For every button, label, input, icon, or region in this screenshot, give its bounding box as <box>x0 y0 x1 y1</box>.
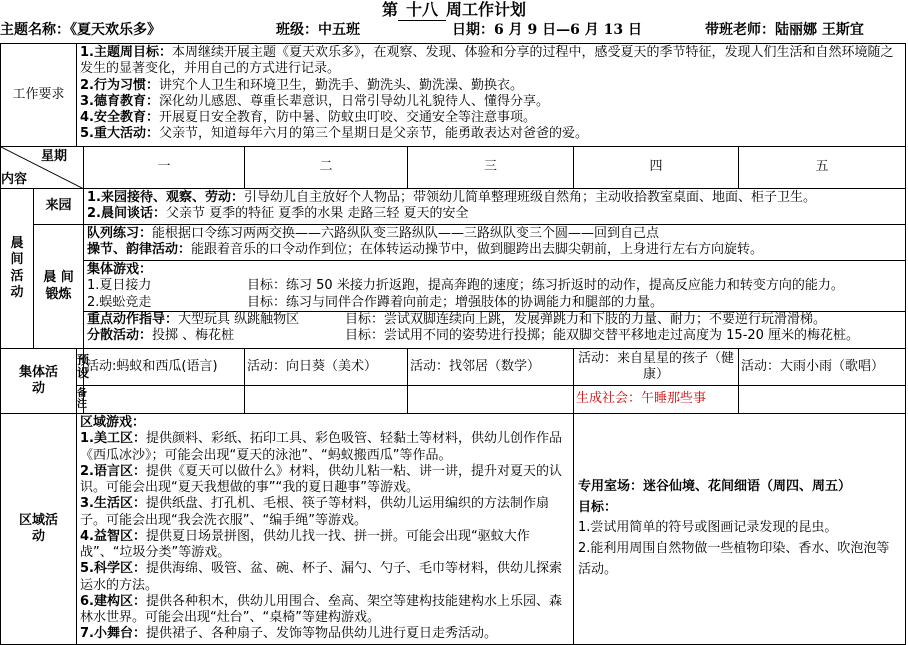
requirement-5: 5.重大活动：父亲节，知道每年六月的第三个星期日是父亲节，能勇敢表达对爸爸的爱。 <box>80 126 589 142</box>
date-range: 日期：6 月 9 日—6 月 13 日 <box>452 22 642 38</box>
special-room-goal-1: 1.尝试用简单的符号或图画记录发现的昆虫。 <box>578 520 838 536</box>
area-item-4: 4.益智区：提供夏日场景拼图，供幼儿找一找、拼一拼。可能会出现“驱蚊大作战”、“垃圾分类”等游戏。 <box>80 528 530 560</box>
day-header-mon: 一 <box>84 147 245 189</box>
theme-name: 主题名称：《夏天欢乐多》 <box>0 22 161 38</box>
arrival-label: 来园 <box>34 189 84 225</box>
teachers: 带班老师：陆丽娜 王斯宜 <box>705 22 864 38</box>
preset-activity-wed: 活动：找邻居（数学） <box>408 349 574 386</box>
note-label: 备注 <box>77 386 84 414</box>
note-wed <box>408 386 574 414</box>
area-item-2: 2.语言区：提供《夏天可以做什么》材料，供幼儿粘一粘、讲一讲，提升对夏天的认识。可能会出现“夏天我想做的事”“我的夏日趣事”等游戏。 <box>80 463 563 495</box>
arrival-content: 1.来园接待、观察、劳动：引导幼儿自主放好个人物品；带领幼儿简单整理班级自然角；主动收拾教室桌面、地面、柜子卫生。 2.晨间谈话：父亲节 夏季的特征 夏季的水果 走路三轻 夏天的安全 <box>84 189 906 225</box>
area-item-5: 5.科学区：提供海绵、吸管、盆、碗、杯子、漏勺、勺子、毛巾等材料，供幼儿探索运水的方法。 <box>80 561 563 593</box>
group-activity-label: 集体活动 <box>1 349 77 414</box>
morning-exercise-label: 晨 间 锻炼 <box>34 225 84 349</box>
drill-content: 队列练习：能根据口令练习两两交换——六路纵队变三路纵队——三路纵队变三个圆——回到自己点 操节、韵律活动：能跟着音乐的口令动作到位；在体转运动操节中，做到腿跨出去脚尖朝前，上身进行左右方向旋转。 <box>84 225 906 261</box>
day-header-tue: 二 <box>245 147 408 189</box>
plan-table <box>0 43 906 645</box>
weekday-corner: 星期 内容 <box>1 147 84 189</box>
games-content: 集体游戏： 1.夏日接力 目标：练习 50 米接力折返跑，提高奔跑的速度；练习折返时的动作，提高反应能力和转变方向的能力。 2.蜈蚣竞走 目标：练习与同伴合作蹲着向前走；增强肢体的协调能力和腿部的力量。 重点动作指导：大型玩具 纵跳触物区 目标：尝试双脚连续向上跳，发展弹跳力和下肢的力量、耐力；不要逆行玩滑滑梯。 分散活动：投掷 、梅花桩 目标：尝试用不同的姿势进行投掷；能双脚交替平移地走过高度为 15-20 厘米的梅花桩。 <box>84 261 906 349</box>
preset-activity-mon: 活动:蚂蚁和西瓜(语言) <box>84 349 245 386</box>
area-item-3: 3.生活区：提供纸盘、打孔机、毛根、筷子等材料，供幼儿运用编织的方法制作扇子。可能会出现“我会洗衣服”、“编手绳”等游戏。 <box>80 496 550 528</box>
week-number: 十八 <box>398 0 446 21</box>
page-title: 第 十八 周工作计划 <box>381 0 527 19</box>
preset-label: 预设 <box>77 349 84 386</box>
note-thu: 生成社会：午睡那些事 <box>574 386 739 414</box>
special-room-title: 专用室场：迷谷仙境、花间细语（周四、周五） <box>578 478 852 494</box>
requirements-label: 工作要求 <box>1 44 77 147</box>
day-header-wed: 三 <box>408 147 574 189</box>
area-item-6: 6.建构区：提供各种积木，供幼儿用围合、垒高、架空等建构技能建构水上乐园、森林水世界。可能会出现“灶台”、“桌椅”等建构游戏。 <box>80 593 563 625</box>
requirement-1: 1.主题周目标：本周继续开展主题《夏天欢乐多》，在观察、发现、体验和分享的过程中，感受夏天的季节特征，发现人们生活和自然环境随之发生的显著变化，并用自己的方式进行记录。 <box>80 45 894 77</box>
morning-activity-label: 晨间活动 <box>1 189 34 349</box>
requirement-3: 3.德育教育：深化幼儿感恩、尊重长辈意识，日常引导幼儿礼貌待人、懂得分享。 <box>80 93 550 109</box>
preset-activity-fri: 活动：大雨小雨（歌唱） <box>739 349 906 386</box>
requirements-content <box>77 44 906 147</box>
area-item-7: 7.小舞台：提供裙子、各种扇子、发饰等物品供幼儿进行夏日走秀活动。 <box>80 626 498 642</box>
header-info <box>0 20 908 42</box>
requirement-2: 2.行为习惯：讲究个人卫生和环境卫生，勤洗手、勤洗头、勤洗澡、勤换衣。 <box>80 77 524 93</box>
area-games-content: 区域游戏： 1.美工区：提供颜料、彩纸、拓印工具、彩色吸管、轻黏土等材料，供幼儿创作作品《西瓜冰沙》；可能会出现“夏天的泳池”、“蚂蚁搬西瓜”等作品。 2.语言区：提供《夏天可以做什么》材料，供幼儿粘一粘、讲一讲，提升对夏天的认识。可能会出现“夏天我想做的事”“我的夏日趣事”等游戏。 3.生活区：提供纸盘、打孔机、毛根、筷子等材料，供幼儿运用编织的方法制作扇子。可能会出现“我会洗衣服”、“编手绳”等游戏。 4.益智区：提供夏日场景拼图，供幼儿找一找、拼一拼。可能会出现“驱蚊大作战”、“垃圾分类”等游戏。 5.科学区：提供海绵、吸管、盆、碗、杯子、漏勺、勺子、毛巾等材料，供幼儿探索运水的方法。 6.建构区：提供各种积木，供幼儿用围合、垒高、架空等建构技能建构水上乐园、森林水世界。可能会出现“灶台”、“桌椅”等建构游戏。 7.小舞台：提供裙子、各种扇子、发饰等物品供幼儿进行夏日走秀活动。 <box>77 414 574 645</box>
note-mon <box>84 386 245 414</box>
requirement-4: 4.安全教育：开展夏日安全教育，防中暑、防蚊虫叮咬、交通安全等注意事项。 <box>80 110 537 125</box>
note-fri <box>739 386 906 414</box>
area-activity-label: 区域活动 <box>1 414 77 645</box>
class-name: 班级：中五班 <box>276 22 360 38</box>
special-room-goal-2: 2.能利用周围自然物做一些植物印染、香水、吹泡泡等活动。 <box>578 541 890 577</box>
preset-activity-thu: 活动：来自星星的孩子（健康） <box>574 349 739 386</box>
day-header-fri: 五 <box>739 147 906 189</box>
special-room-content: 专用室场：迷谷仙境、花间细语（周四、周五） 目标： 1.尝试用简单的符号或图画记录发现的昆虫。 2.能利用周围自然物做一些植物印染、香水、吹泡泡等活动。 <box>574 414 906 645</box>
day-header-thu: 四 <box>574 147 739 189</box>
note-tue <box>245 386 408 414</box>
preset-activity-tue: 活动：向日葵（美术） <box>245 349 408 386</box>
area-item-1: 1.美工区：提供颜料、彩纸、拓印工具、彩色吸管、轻黏土等材料，供幼儿创作作品《西瓜冰沙》；可能会出现“夏天的泳池”、“蚂蚁搬西瓜”等作品。 <box>80 431 563 463</box>
